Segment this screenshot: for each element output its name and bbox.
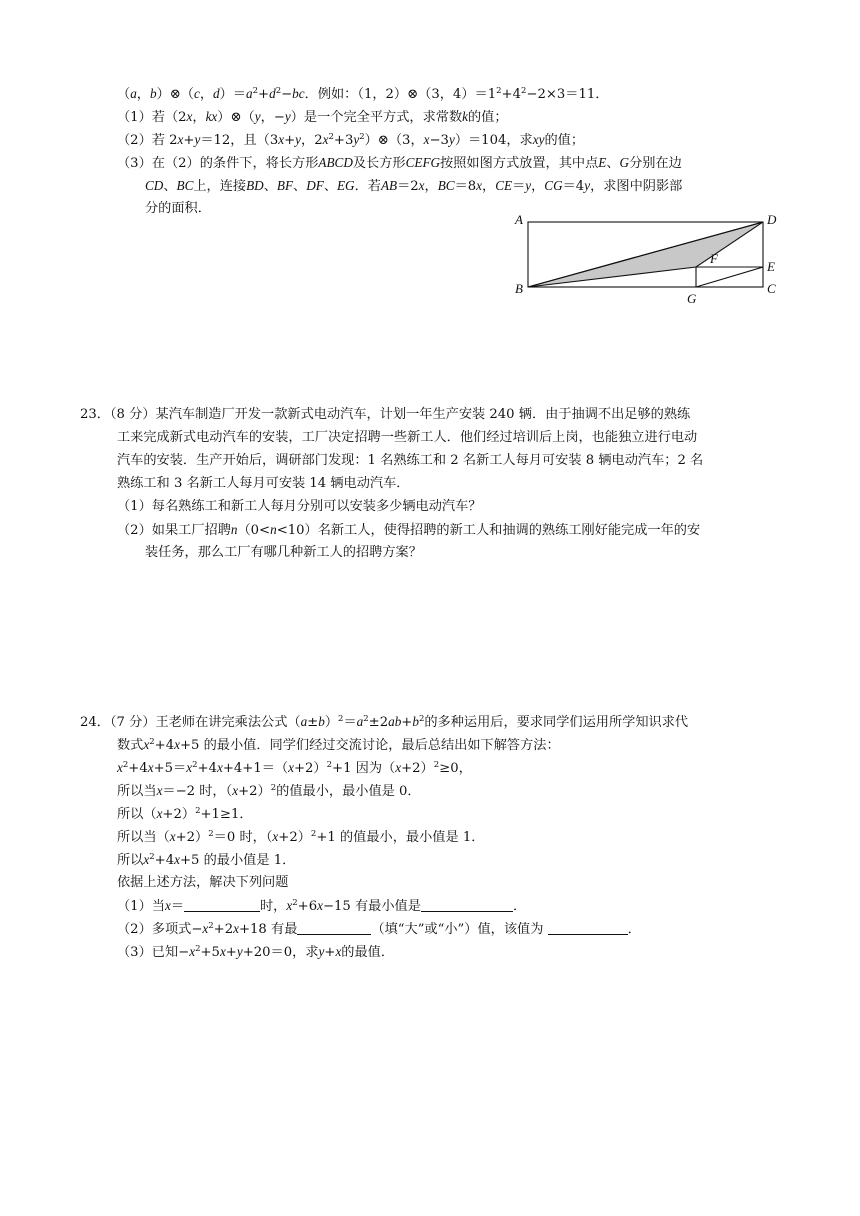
answer-blank-3[interactable]: [297, 920, 371, 935]
label-a: A: [515, 212, 523, 227]
q22-part3-line1: （3）在（2）的条件下，将长方形ABCD及长方形CEFG按照如图方式放置，其中点E、G分别在边: [117, 155, 682, 171]
q24-line2: 数式$x^2+4x+5$ 的最小值．同学们经过交流讨论，最后总结出如下解答方法：: [117, 737, 560, 753]
answer-blank-2[interactable]: [421, 897, 513, 912]
q23-line4: 熟练工和 3 名新工人每月可安装 14 辆电动汽车．: [117, 476, 410, 491]
q23-part2-line1: （2）如果工厂招聘n（0<n<10）名新工人，使得招聘的新工人和抽调的熟练工刚好能完成一年的安: [117, 522, 701, 538]
q24-line1: 24．（7 分）王老师在讲完乘法公式$(a\pm b)^2=a^2\pm 2ab+b^2$的多种运用后，要求同学们运用所学知识求代: [80, 714, 689, 730]
q24-line6: 所以当$(x+2)^2=0$ 时，$(x+2)^2+1$ 的值最小，最小值是 1．: [117, 829, 485, 845]
q23-line1: 23．（8 分）某汽车制造厂开发一款新式电动汽车，计划一年生产安装 240 辆．由于抽调不出足够的熟练: [80, 407, 691, 422]
q24-part1: （1）当x＝ 时，$x^2+6x-15$ 有最小值是 ．: [117, 898, 527, 914]
q24-line5: 所以$(x+2)^2+1\ge 1$．: [117, 806, 253, 822]
q24-line7: 所以$x^2+4x+5$ 的最小值是 1．: [117, 852, 296, 868]
q22-part1: （1）若（2x，kx）⊗（y，−y）是一个完全平方式，求常数k的值；: [117, 109, 508, 125]
q22-definition: （a，b）⊗（c，$d)=a^2+d^2-bc$．例如：（1，2）⊗（3，$4)=1^2+4^2-2\times 3=11$．: [117, 86, 609, 102]
label-f: F: [710, 251, 718, 266]
q24-part3: （3）已知$-x^2+5x+y+20=0$，求y+x的最值．: [117, 944, 395, 960]
q23-line2: 工来完成新式电动汽车的安装，工厂决定招聘一些新工人．他们经过培训后上岗，也能独立进行电动: [117, 430, 698, 445]
label-c: C: [767, 281, 776, 296]
q23-line3: 汽车的安装．生产开始后，调研部门发现：1 名熟练工和 2 名新工人每月可安装 8 辆电动汽车；2 名: [117, 453, 704, 468]
q24-line4: 所以当x＝−2 时，$(x+2)^2$的值最小，最小值是 0．: [117, 783, 421, 799]
q22-part3-line3: 分的面积．: [145, 201, 211, 216]
label-e: E: [767, 259, 775, 274]
rectangle-figure: [508, 205, 798, 315]
q23-part2-line2: 装任务，那么工厂有哪几种新工人的招聘方案？: [145, 545, 422, 560]
label-d: D: [767, 212, 777, 227]
q24-part2: （2）多项式$-x^2+2x+18$ 有最 （填“大”或“小”）值，该值为 ．: [117, 921, 641, 937]
label-b: B: [515, 281, 523, 296]
q22-part3-line2: CD、BC上，连接BD、BF、DF、EG．若AB＝2x，BC＝8x，CE＝y，CG＝4y，求图中阴影部: [145, 178, 683, 194]
q24-line8: 依据上述方法，解决下列问题: [117, 875, 289, 890]
label-g: G: [687, 291, 697, 306]
answer-blank-1[interactable]: [184, 897, 260, 912]
q22-part2: （2）若 2x+y＝12，且（3x+y，$2x^2+3y^2)\otimes(3$，x−3y）＝104，求xy的值；: [117, 132, 585, 148]
q24-line3: $x^2+4x+5=x^2+4x+4+1=(x+2)^2+1$ 因为$(x+2)^2\ge 0$，: [117, 760, 472, 776]
segment-eg: [696, 267, 763, 287]
q23-part1: （1）每名熟练工和新工人每月分别可以安装多少辆电动汽车？: [117, 499, 482, 514]
answer-blank-4[interactable]: [548, 920, 628, 935]
